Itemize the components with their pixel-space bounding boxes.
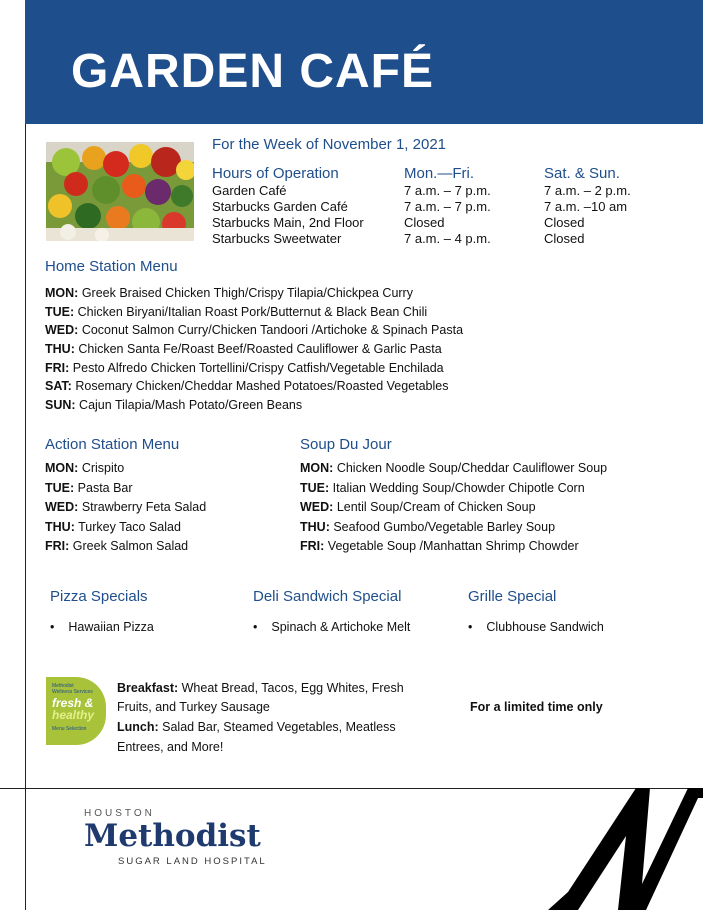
week-label: For the Week of November 1, 2021 — [212, 136, 447, 153]
hours-weekday: 7 a.m. – 7 p.m. — [404, 199, 491, 214]
header-banner — [25, 0, 703, 124]
hours-weekend: Closed — [544, 231, 585, 246]
day-label: THU: — [45, 342, 75, 356]
fh-logo-big1: fresh & — [52, 696, 94, 710]
page-title: GARDEN CAFÉ — [71, 45, 435, 98]
day-label: MON: — [45, 286, 79, 300]
menu-item: Coconut Salmon Curry/Chicken Tandoori /Artichoke & Spinach Pasta — [81, 323, 464, 337]
action-station-row — [45, 481, 133, 495]
hours-col-weekday: Mon.—Fri. — [404, 165, 475, 182]
hours-weekday: 7 a.m. – 7 p.m. — [404, 183, 491, 198]
hours-weekday: 7 a.m. – 4 p.m. — [404, 231, 491, 246]
hours-name: Garden Café — [212, 183, 287, 198]
home-station-row — [45, 305, 427, 319]
lunch-text: Salad Bar, Steamed Vegetables, Meatless — [158, 720, 396, 734]
day-label: THU: — [300, 520, 330, 534]
grille-item: • Clubhouse Sandwich — [468, 620, 604, 634]
menu-item: Rosemary Chicken/Cheddar Mashed Potatoes/Roasted Vegetables — [75, 379, 449, 393]
menu-item: Greek Braised Chicken Thigh/Crispy Tilapia/Chickpea Curry — [81, 286, 413, 300]
day-label: TUE: — [45, 481, 75, 495]
action-station-row — [45, 461, 124, 475]
logo-houston: HOUSTON — [84, 808, 155, 819]
menu-item: Pesto Alfredo Chicken Tortellini/Crispy Catfish/Vegetable Enchilada — [72, 361, 444, 375]
menu-item: Crispito — [81, 461, 125, 475]
fh-logo-line1: Methodist — [52, 683, 74, 689]
hours-col-weekend: Sat. & Sun. — [544, 165, 620, 182]
day-label: WED: — [45, 323, 79, 337]
home-station-row — [45, 342, 442, 356]
soup-row — [300, 520, 555, 534]
menu-item: Lentil Soup/Cream of Chicken Soup — [336, 500, 536, 514]
lunch-line — [117, 720, 396, 734]
action-station-row — [45, 520, 181, 534]
menu-item: Greek Salmon Salad — [72, 539, 189, 553]
menu-item: Strawberry Feta Salad — [81, 500, 207, 514]
soup-heading: Soup Du Jour — [300, 436, 392, 453]
day-label: FRI: — [45, 539, 70, 553]
day-label: SUN: — [45, 398, 76, 412]
pizza-heading: Pizza Specials — [50, 588, 148, 605]
deli-item: • Spinach & Artichoke Melt — [253, 620, 410, 634]
menu-item: Chicken Noodle Soup/Cheddar Cauliflower Soup — [336, 461, 608, 475]
home-station-row — [45, 379, 448, 393]
day-label: WED: — [300, 500, 334, 514]
action-station-row — [45, 539, 188, 553]
logo-hospital-name: SUGAR LAND HOSPITAL — [118, 856, 267, 867]
menu-item: Vegetable Soup /Manhattan Shrimp Chowder — [327, 539, 579, 553]
day-label: FRI: — [300, 539, 325, 553]
day-label: SAT: — [45, 379, 72, 393]
grille-heading: Grille Special — [468, 588, 557, 605]
day-label: FRI: — [45, 361, 70, 375]
methodist-m-mark — [548, 788, 703, 910]
fh-logo-big2: healthy — [52, 708, 95, 722]
menu-item: Chicken Biryani/Italian Roast Pork/Butternut & Black Bean Chili — [77, 305, 428, 319]
logo-methodist: Methodist — [84, 818, 261, 854]
menu-item: Pasta Bar — [77, 481, 133, 495]
hours-name: Starbucks Garden Café — [212, 199, 348, 214]
day-label: THU: — [45, 520, 75, 534]
menu-item: Cajun Tilapia/Mash Potato/Green Beans — [79, 398, 303, 412]
hours-weekday: Closed — [404, 215, 445, 230]
day-label: TUE: — [45, 305, 75, 319]
fh-logo-line3: Menu Selection — [52, 726, 87, 732]
menu-item: Turkey Taco Salad — [78, 520, 181, 534]
pizza-item: • Hawaiian Pizza — [50, 620, 154, 634]
hours-heading: Hours of Operation — [212, 165, 339, 182]
day-label: MON: — [45, 461, 79, 475]
hours-weekend: 7 a.m. – 2 p.m. — [544, 183, 631, 198]
breakfast-line — [117, 681, 404, 695]
soup-row — [300, 539, 579, 553]
hours-weekend: 7 a.m. –10 am — [544, 199, 628, 214]
menu-item: Seafood Gumbo/Vegetable Barley Soup — [333, 520, 556, 534]
deli-heading: Deli Sandwich Special — [253, 588, 402, 605]
breakfast-line-2: Fruits, and Turkey Sausage — [117, 700, 270, 714]
menu-item: Chicken Santa Fe/Roast Beef/Roasted Cauliflower & Garlic Pasta — [78, 342, 442, 356]
limited-time-note: For a limited time only — [470, 700, 603, 714]
home-station-heading: Home Station Menu — [45, 258, 178, 275]
day-label: WED: — [45, 500, 79, 514]
day-label: TUE: — [300, 481, 330, 495]
soup-row — [300, 500, 536, 514]
day-label: MON: — [300, 461, 334, 475]
menu-item: Italian Wedding Soup/Chowder Chipotle Corn — [332, 481, 585, 495]
lunch-label: Lunch: — [117, 720, 159, 734]
hours-weekend: Closed — [544, 215, 585, 230]
vegetables-image — [46, 142, 194, 241]
left-rule — [25, 124, 26, 910]
home-station-row — [45, 286, 413, 300]
action-station-row — [45, 500, 206, 514]
fh-logo-line2: Wellness Services — [52, 689, 93, 695]
soup-row — [300, 461, 607, 475]
home-station-row — [45, 398, 302, 412]
action-station-heading: Action Station Menu — [45, 436, 180, 453]
home-station-row — [45, 361, 444, 375]
lunch-line-2: Entrees, and More! — [117, 740, 224, 754]
soup-row — [300, 481, 585, 495]
home-station-row — [45, 323, 463, 337]
hours-name: Starbucks Sweetwater — [212, 231, 342, 246]
hours-name: Starbucks Main, 2nd Floor — [212, 215, 364, 230]
breakfast-label: Breakfast: — [117, 681, 179, 695]
breakfast-text: Wheat Bread, Tacos, Egg Whites, Fresh — [178, 681, 404, 695]
fresh-healthy-logo — [46, 677, 106, 745]
